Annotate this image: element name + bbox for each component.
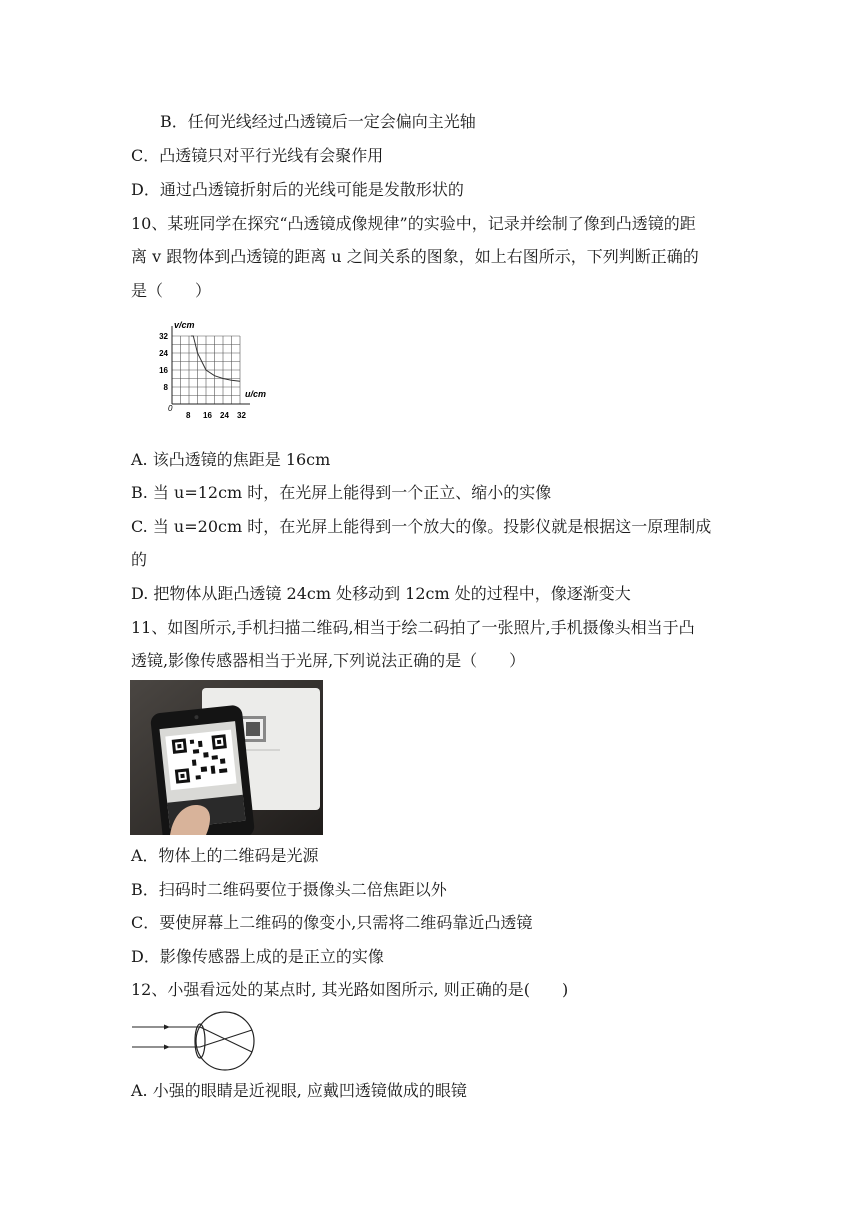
y-tick-label: 16	[159, 366, 168, 375]
origin-label: 0	[168, 404, 173, 413]
y-tick-label: 24	[159, 349, 168, 358]
q10-stem-line1: 10、某班同学在探究“凸透镜成像规律”的实验中，记录并绘制了像到凸透镜的距	[131, 214, 696, 233]
q11-stem-line1: 11、如图所示,手机扫描二维码,相当于绘二码拍了一张照片,手机摄像头相当于凸	[131, 618, 695, 637]
q10-option-b: B. 当 u=12cm 时，在光屏上能得到一个正立、缩小的实像	[131, 483, 552, 502]
x-tick-label: 32	[237, 411, 246, 420]
q12-option-a: A. 小强的眼睛是近视眼, 应戴凹透镜做成的眼镜	[131, 1081, 467, 1100]
q10-option-c-line2: 的	[131, 550, 148, 569]
q10-option-d: D. 把物体从距凸透镜 24cm 处移动到 12cm 处的过程中，像逐渐变大	[131, 584, 631, 603]
q10-option-a: A. 该凸透镜的焦距是 16cm	[131, 450, 331, 469]
x-tick-label: 8	[186, 411, 191, 420]
q9-option-b: B．任何光线经过凸透镜后一定会偏向主光轴	[160, 112, 476, 131]
q11-option-b: B．扫码时二维码要位于摄像头二倍焦距以外	[131, 880, 447, 899]
v-u-graph	[150, 316, 280, 424]
q11-option-d: D．影像传感器上成的是正立的实像	[131, 947, 384, 966]
x-axis-label: u/cm	[245, 389, 267, 399]
x-tick-label: 16	[203, 411, 212, 420]
q10-option-c-line1: C. 当 u=20cm 时，在光屏上能得到一个放大的像。投影仪就是根据这一原理制成	[131, 517, 712, 536]
q11-option-a: A．物体上的二维码是光源	[131, 846, 319, 865]
y-axis-label: v/cm	[174, 320, 195, 330]
eye-light-path-diagram	[130, 1010, 260, 1072]
q11-stem-line2: 透镜,影像传感器相当于光屏,下列说法正确的是（ ）	[131, 651, 526, 670]
series-curve	[191, 336, 240, 381]
graph-axes	[172, 326, 250, 404]
q9-option-c: C．凸透镜只对平行光线有会聚作用	[131, 146, 384, 165]
x-tick-labels	[186, 411, 246, 420]
q9-option-d: D．通过凸透镜折射后的光线可能是发散形状的	[131, 180, 464, 199]
q12-stem: 12、小强看远处的某点时, 其光路如图所示, 则正确的是( )	[131, 980, 569, 999]
y-tick-label: 8	[163, 383, 168, 392]
phone-qr-photo	[130, 680, 323, 835]
y-tick-label: 32	[159, 332, 168, 341]
q11-option-c: C．要使屏幕上二维码的像变小,只需将二维码靠近凸透镜	[131, 913, 533, 932]
q10-stem-line3: 是（ ）	[131, 281, 212, 300]
y-tick-labels	[159, 332, 168, 392]
q10-stem-line2: 离 v 跟物体到凸透镜的距离 u 之间关系的图象，如上右图所示，下列判断正确的	[131, 247, 699, 266]
x-tick-label: 24	[220, 411, 229, 420]
